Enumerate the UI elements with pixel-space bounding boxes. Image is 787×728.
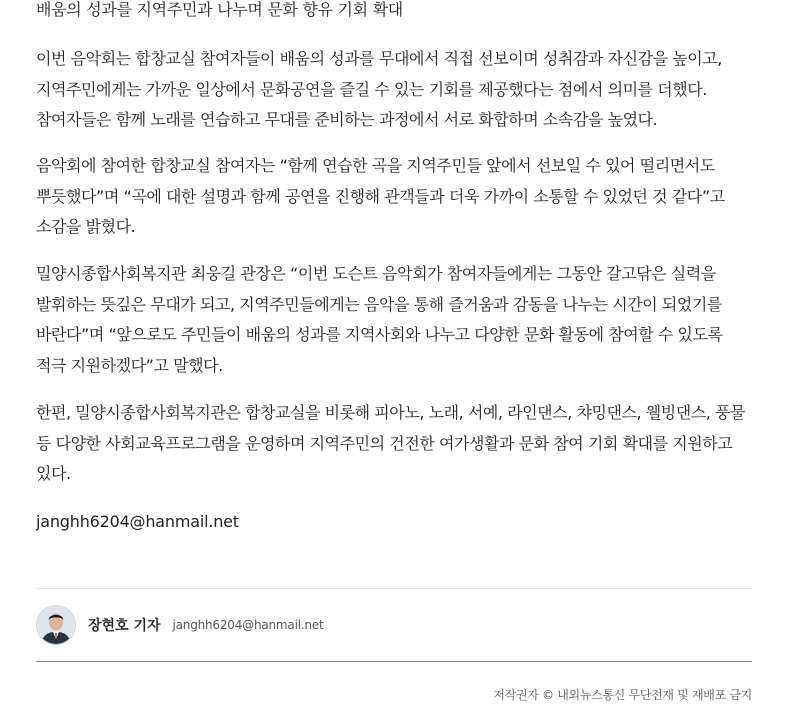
copyright-notice: 저작권자 © 내외뉴스통신 무단전재 및 재배포 금지 — [493, 688, 752, 702]
author-email[interactable]: janghh6204@hanmail.net — [172, 618, 324, 632]
article-paragraph: 이번 음악회는 합창교실 참여자들이 배움의 성과를 무대에서 직접 선보이며 성취감과 자신감을 높이고, 지역주민에게는 가까운 일상에서 문화공연을 즐길 수 있는 기회를 제공했다는 점에서 의미를 더했다. 참여자들은 함께 노래를 연습하고 무대를 준비하는 과정에서 서로 화합하며 소속감을 높였다. — [36, 49, 722, 129]
author-byline — [36, 604, 324, 646]
article-paragraph: 음악회에 참여한 합창교실 참여자는 “함께 연습한 곡을 지역주민들 앞에서 선보일 수 있어 떨리면서도 뿌듯했다”며 “곡에 대한 설명과 함께 공연을 진행해 관객들과 더욱 가까이 소통할 수 있었던 것 같다”고 소감을 밝혔다. — [36, 156, 725, 236]
author-name[interactable]: 장현호 기자 — [88, 618, 161, 634]
article-subheading: 배움의 성과를 지역주민과 나누며 문화 향유 기회 확대 — [36, 0, 403, 19]
article-reporter-email: janghh6204@hanmail.net — [36, 512, 239, 531]
divider — [36, 661, 752, 662]
divider — [36, 588, 752, 589]
reporter-portrait-icon — [37, 606, 75, 644]
avatar[interactable] — [36, 605, 76, 645]
article-paragraph: 밀양시종합사회복지관 최웅길 관장은 “이번 도슨트 음악회가 참여자들에게는 그동안 갈고닦은 실력을 발휘하는 뜻깊은 무대가 되고, 지역주민들에게는 음악을 통해 즐거움과 감동을 나누는 시간이 되었기를 바란다”며 “앞으로도 주민들이 배움의 성과를 지역사회와 나누고 다양한 문화 활동에 참여할 수 있도록 적극 지원하겠다”고 말했다. — [36, 264, 723, 375]
article-paragraph: 한편, 밀양시종합사회복지관은 합창교실을 비롯해 피아노, 노래, 서예, 라인댄스, 챠밍댄스, 웰빙댄스, 풍물 등 다양한 사회교육프로그램을 운영하며 지역주민의 건전한 여가생활과 문화 참여 기회 확대를 지원하고 있다. — [36, 403, 746, 483]
